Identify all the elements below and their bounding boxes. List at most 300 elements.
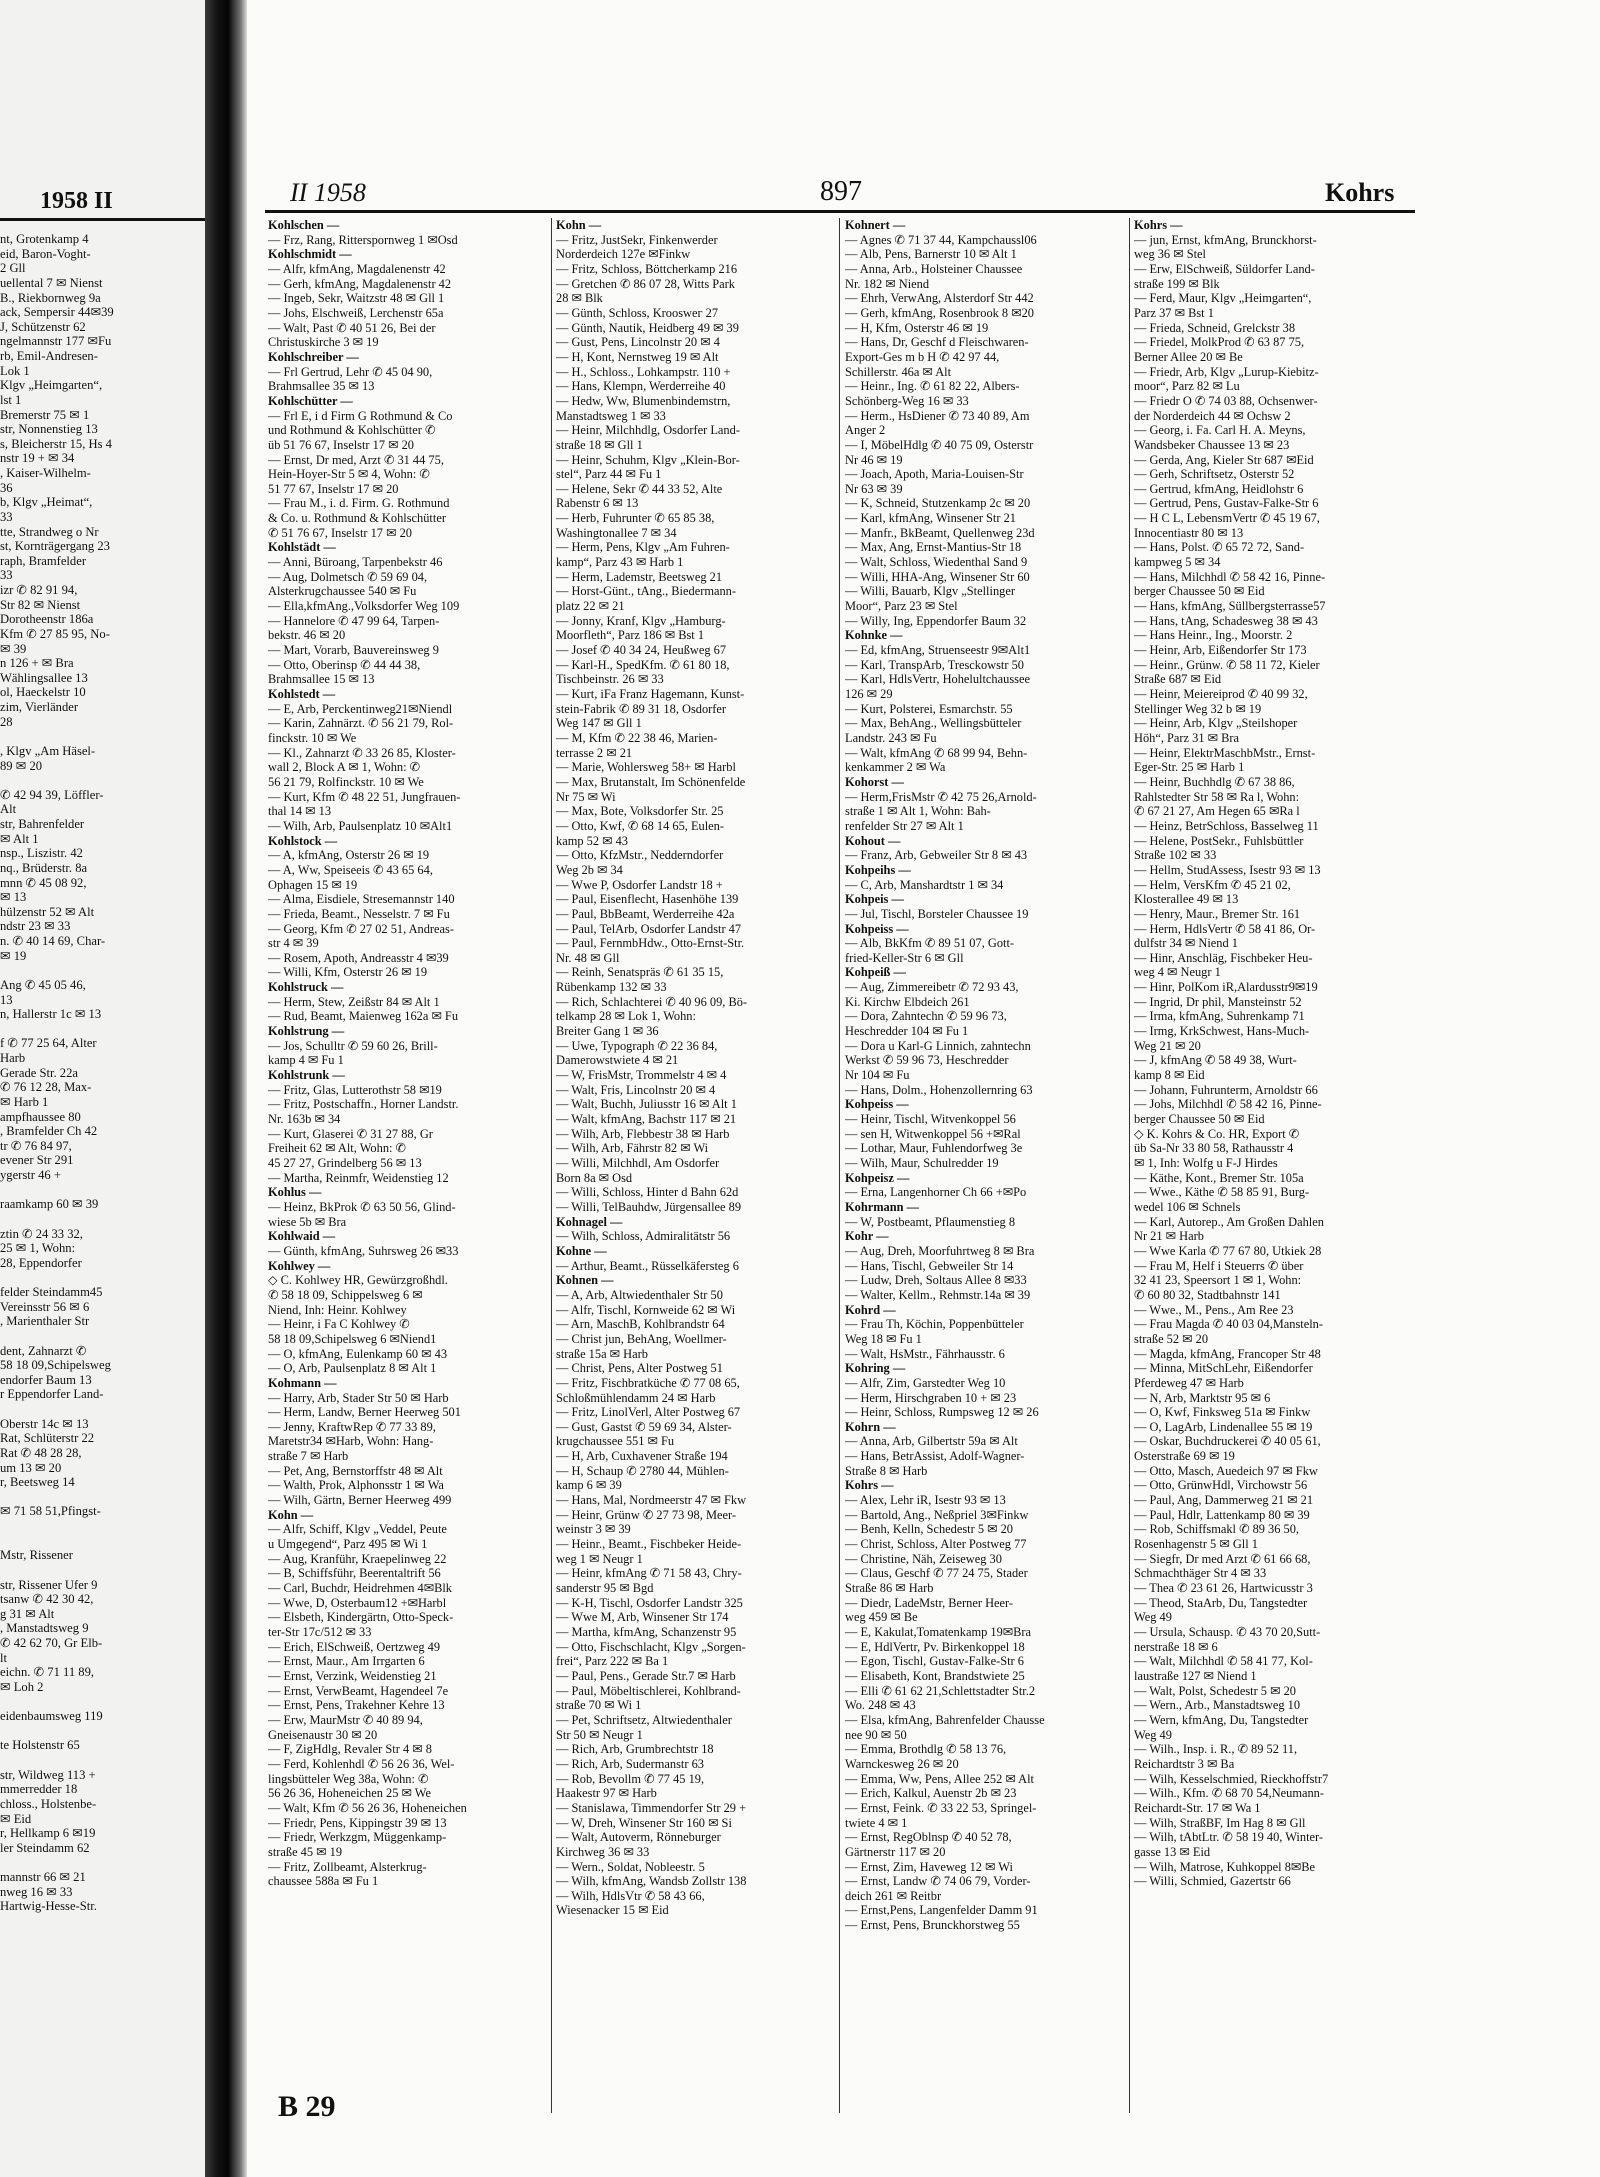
left-entry-line: Rat ✆ 48 28 28,	[0, 1445, 82, 1460]
directory-column-2	[556, 218, 834, 2133]
directory-entry-line: — W, Postbeamt, Pflaumenstieg 8	[845, 1214, 1016, 1229]
directory-entry-line: weinstr 3 ✉ 39	[556, 1522, 631, 1537]
surname-heading: Kohnke —	[845, 628, 903, 643]
directory-column-4	[1134, 218, 1414, 2133]
directory-entry-line: — Hans, Tischl, Gebweiler Str 14	[845, 1258, 1014, 1273]
directory-entry-line: — Benh, Kelln, Schedestr 5 ✉ 20	[845, 1522, 1013, 1537]
directory-entry-line: berger Chaussee 50 ✉ Eid	[1134, 584, 1265, 599]
left-entry-line: eichn. ✆ 71 11 89,	[0, 1665, 95, 1680]
directory-entry-line: frei“, Parz 222 ✉ Ba 1	[556, 1654, 669, 1669]
directory-entry-line: — Willi, HHA-Ang, Winsener Str 60	[845, 569, 1030, 584]
directory-entry-line: — Jos, Schulltr ✆ 59 60 26, Brill-	[268, 1038, 438, 1053]
directory-entry-line: Schloßmühlendamm 24 ✉ Harb	[556, 1390, 716, 1405]
left-entry-line: ✆ 42 94 39, Löffler-	[0, 787, 104, 802]
directory-entry-line: — Wilh., Insp. i. R., ✆ 89 52 11,	[1134, 1742, 1298, 1757]
directory-entry-line: — M, Kfm ✆ 22 38 46, Marien-	[556, 730, 718, 745]
directory-entry-line: — H, Kfm, Osterstr 46 ✉ 19	[845, 320, 989, 335]
directory-entry-line: — Rich, Arb, Grumbrechtstr 18	[556, 1742, 714, 1757]
directory-entry-line: — Herm, HdlsVertr ✆ 58 41 86, Or-	[1134, 921, 1316, 936]
directory-entry-line: — Theod, StaArb, Du, Tangstedter	[1134, 1595, 1308, 1610]
directory-entry-line: — Carl, Buchdr, Heidrehmen 4✉Blk	[268, 1581, 453, 1596]
left-page-entries	[0, 232, 200, 1914]
directory-entry-line: — Kurt, Polsterei, Esmarchstr. 55	[845, 701, 1013, 716]
directory-entry-line: — Gerh, Schriftsetz, Osterstr 52	[1134, 467, 1295, 482]
directory-entry-line: bekstr. 46 ✉ 20	[268, 628, 346, 643]
directory-entry-line: — Heinr., Grünw. ✆ 58 11 72, Kieler	[1134, 657, 1320, 672]
directory-entry-line: sanderstr 95 ✉ Bgd	[556, 1581, 654, 1596]
directory-entry-line: — Harry, Arb, Stader Str 50 ✉ Harb	[268, 1390, 449, 1405]
directory-entry-line: kamp 4 ✉ Fu 1	[268, 1053, 344, 1068]
directory-entry-line: — Johs, Elschweiß, Lerchenstr 65a	[268, 305, 444, 320]
directory-entry-line: — Frau M., i. d. Firm. G. Rothmund	[268, 496, 450, 511]
directory-entry-line: Berner Allee 20 ✉ Be	[1134, 349, 1243, 364]
directory-entry-line: Freiheit 62 ✉ Alt, Wohn: ✆	[268, 1141, 406, 1156]
directory-entry-line: — A, kfmAng, Osterstr 26 ✉ 19	[268, 848, 430, 863]
directory-entry-line: — Hinr, Anschläg, Fischbeker Heu-	[1134, 950, 1313, 965]
left-entry-line: Alt	[0, 802, 17, 817]
directory-entry-line: — Friedr O ✆ 74 03 88, Ochsenwer-	[1134, 393, 1318, 408]
directory-entry-line: — W, Dreh, Winsener Str 160 ✉ Si	[556, 1815, 732, 1830]
directory-entry-line: — Oskar, Buchdruckerei ✆ 40 05 61,	[1134, 1434, 1321, 1449]
directory-entry-line: — Herb, Fuhrunter ✆ 65 85 38,	[556, 511, 715, 526]
left-entry-line: Lok 1	[0, 363, 30, 378]
directory-entry-line: Weg 147 ✉ Gll 1	[556, 716, 642, 731]
surname-heading: Kohpeiss —	[845, 921, 909, 936]
directory-entry-line: — Otto, Masch, Auedeich 97 ✉ Fkw	[1134, 1463, 1318, 1478]
directory-entry-line: — Max, BehAng., Wellingsbütteler	[845, 716, 1022, 731]
directory-entry-line: — Herm, Landw, Berner Heerweg 501	[268, 1405, 461, 1420]
directory-entry-line: moor“, Parz 82 ✉ Lu	[1134, 379, 1240, 394]
left-entry-line: mannstr 66 ✉ 21	[0, 1870, 86, 1884]
directory-entry-line: wall 2, Block A ✉ 1, Wohn: ✆	[268, 760, 421, 775]
directory-entry-line: — Elisabeth, Kont, Brandstwiete 25	[845, 1668, 1025, 1683]
directory-entry-line: u Umgegend“, Parz 495 ✉ Wi 1	[268, 1537, 428, 1552]
left-entry-line: nq., Brüderstr. 8a	[0, 860, 88, 875]
directory-entry-line: — Aug, Dreh, Moorfuhrtweg 8 ✉ Bra	[845, 1243, 1035, 1258]
directory-entry-line: Str 50 ✉ Neugr 1	[556, 1727, 643, 1742]
directory-entry-line: — Heinr, Arb, Klgv „Steilshoper	[1134, 716, 1298, 731]
directory-entry-line: — Hans, kfmAng, Süllbergsterrasse57	[1134, 599, 1326, 614]
book-gutter	[205, 0, 247, 2177]
directory-entry-line: — Ernst, Feink. ✆ 33 22 53, Springel-	[845, 1800, 1037, 1815]
surname-heading: Kohrmann —	[845, 1199, 920, 1214]
directory-entry-line: ◇ C. Kohlwey HR, Gewürzgroßhdl.	[268, 1273, 448, 1288]
directory-entry-line: — Paul, Möbeltischlerei, Kohlbrand-	[556, 1683, 741, 1698]
directory-entry-line: — Kurt, iFa Franz Hagemann, Kunst-	[556, 687, 745, 701]
directory-entry-line: — Fritz, LinolVerl, Alter Postweg 67	[556, 1405, 741, 1420]
directory-entry-line: Gneisenaustr 30 ✉ 20	[268, 1727, 378, 1742]
left-entry-line: Bremerstr 75 ✉ 1	[0, 407, 90, 422]
directory-entry-line: Schmachthäger Str 4 ✉ 33	[1134, 1566, 1267, 1581]
surname-heading: Kohn —	[268, 1507, 314, 1522]
directory-entry-line: — Gerh, kfmAng, Magdalenenstr 42	[268, 276, 452, 291]
directory-entry-line: — Rosem, Apoth, Andreasstr 4 ✉39	[268, 950, 449, 965]
directory-entry-line: Haakestr 97 ✉ Harb	[556, 1786, 657, 1801]
directory-entry-line: weg 1 ✉ Neugr 1	[556, 1551, 643, 1566]
directory-entry-line: — Gertrud, kfmAng, Heidlohstr 6	[1134, 481, 1304, 496]
directory-entry-line: — Hans, Milchhdl ✆ 58 42 16, Pinne-	[1134, 569, 1326, 584]
left-entry-line: 13	[0, 992, 13, 1007]
directory-entry-line: — Walter, Kellm., Rehmstr.14a ✉ 39	[845, 1287, 1031, 1302]
directory-entry-line: — Günth, kfmAng, Suhrsweg 26 ✉33	[268, 1243, 459, 1258]
directory-entry-line: Hein-Hoyer-Str 5 ✉ 4, Wohn: ✆	[268, 467, 430, 482]
directory-entry-line: — O, LagArb, Lindenallee 55 ✉ 19	[1134, 1419, 1313, 1434]
directory-entry-line: Nr. 48 ✉ Gll	[556, 950, 620, 965]
directory-entry-line: — Ernst, Maur., Am Irrgarten 6	[268, 1654, 425, 1669]
directory-entry-line: — Wilh, StraßBF, Im Hag 8 ✉ Gll	[1134, 1815, 1306, 1830]
directory-entry-line: Ophagen 15 ✉ 19	[268, 877, 358, 892]
left-header-rule	[0, 218, 205, 221]
left-entry-line: f ✆ 77 25 64, Alter	[0, 1036, 97, 1051]
directory-entry-line: Washingtonallee 7 ✉ 34	[556, 525, 677, 540]
directory-entry-line: — Wwe P, Osdorfer Landstr 18 +	[556, 877, 723, 892]
directory-entry-line: — Ernst, Zim, Haveweg 12 ✉ Wi	[845, 1859, 1013, 1874]
directory-entry-line: Norderdeich 127e ✉Finkw	[556, 247, 691, 262]
directory-entry-line: 51 77 67, Inselstr 17 ✉ 20	[268, 481, 399, 496]
left-entry-line: ✉ 71 58 51,Pfingst-	[0, 1504, 101, 1519]
left-entry-line: str, Wildweg 113 +	[0, 1767, 96, 1782]
directory-entry-line: — Heinr, Schloss, Rumpsweg 12 ✉ 26	[845, 1405, 1039, 1420]
directory-entry-line: — Friedr, Pens, Kippingstr 39 ✉ 13	[268, 1815, 447, 1830]
directory-entry-line: — Frau M, Helf i Steuerrs ✆ über	[1134, 1258, 1304, 1273]
directory-entry-line: — Anna, Arb, Gilbertstr 59a ✉ Alt	[845, 1434, 1018, 1449]
directory-entry-line: — Paul, Pens., Gerade Str.7 ✉ Harb	[556, 1668, 736, 1683]
directory-entry-line: — Christine, Näh, Zeiseweg 30	[845, 1551, 1002, 1566]
left-entry-line: uellental 7 ✉ Nienst	[0, 275, 103, 290]
directory-entry-line: — Willi, Bauarb, Klgv „Stellinger	[845, 584, 1015, 599]
left-entry-line: hülzenstr 52 ✉ Alt	[0, 904, 95, 919]
directory-entry-line: üb 51 76 67, Inselstr 17 ✉ 20	[268, 437, 414, 452]
directory-entry-line: 58 18 09,Schipelsweg 6 ✉Niend1	[268, 1331, 437, 1346]
directory-entry-line: Moor“, Parz 23 ✉ Stel	[845, 599, 958, 614]
directory-entry-line: Schönberg-Weg 16 ✉ 33	[845, 393, 969, 408]
directory-entry-line: — Heinr, Schuhm, Klgv „Klein-Bor-	[556, 452, 740, 467]
left-entry-line: ✆ 42 62 70, Gr Elb-	[0, 1636, 103, 1650]
directory-entry-line: — Wilh, Arb, Paulsenplatz 10 ✉Alt1	[268, 818, 453, 833]
left-entry-line: Str 82 ✉ Nienst	[0, 597, 81, 612]
left-entry-line: r, Beetsweg 14	[0, 1475, 75, 1490]
directory-entry-line: ✆ 60 80 32, Stadtbahnstr 141	[1134, 1287, 1281, 1302]
directory-entry-line: — B, Schiffsführ, Beerentaltrift 56	[268, 1566, 441, 1581]
directory-entry-line: — Willi, Milchhdl, Am Osdorfer	[556, 1156, 720, 1170]
directory-entry-line: — Hans, Mal, Nordmeerstr 47 ✉ Fkw	[556, 1493, 747, 1508]
left-entry-line	[0, 1022, 200, 1037]
left-entry-line: endorfer Baum 13	[0, 1372, 92, 1387]
page-header-catchword: Kohrs	[1325, 178, 1395, 207]
directory-entry-line: — Diedr, LadeMstr, Berner Heer-	[845, 1595, 1014, 1610]
directory-entry-line: — Heinr, Milchhdlg, Osdorfer Land-	[556, 423, 740, 438]
directory-entry-line: — Dora, Zahntechn ✆ 59 96 73,	[845, 1009, 1007, 1024]
directory-entry-line: — K-H, Tischl, Osdorfer Landstr 325	[556, 1595, 743, 1610]
directory-entry-line: — Wwe., M., Pens., Am Ree 23	[1134, 1302, 1294, 1317]
directory-entry-line: — Wilh, Arb, Flebbestr 38 ✉ Harb	[556, 1126, 730, 1141]
directory-entry-line: Export-Ges m b H ✆ 42 97 44,	[845, 349, 1000, 364]
left-entry-line: ampfhaussee 80	[0, 1109, 81, 1124]
left-entry-line: g 31 ✉ Alt	[0, 1606, 55, 1621]
directory-entry-line: — Walt, Milchhdl ✆ 58 41 77, Kol-	[1134, 1654, 1313, 1669]
left-entry-line: r Eppendorfer Land-	[0, 1387, 104, 1402]
column-divider	[1129, 218, 1130, 2113]
directory-entry-line: — Friedel, MolkProd ✆ 63 87 75,	[1134, 335, 1305, 350]
directory-entry-line: & Co. u. Rothmund & Kohlschütter	[268, 511, 446, 526]
directory-entry-line: — Lothar, Maur, Fuhlendorfweg 3e	[845, 1141, 1023, 1156]
left-entry-line: um 13 ✉ 20	[0, 1460, 62, 1475]
surname-heading: Kohnen —	[556, 1273, 614, 1288]
directory-entry-line: — Willy, Ing, Eppendorfer Baum 32	[845, 613, 1027, 628]
directory-entry-line: — H, Kont, Nernstweg 19 ✉ Alt	[556, 349, 719, 364]
sheet-signature: B 29	[278, 2090, 336, 2123]
directory-entry-line: Wo. 248 ✉ 43	[845, 1698, 916, 1713]
directory-entry-line: — Karl, Autorep., Am Großen Dahlen	[1134, 1214, 1324, 1229]
directory-entry-line: Wiesenacker 15 ✉ Eid	[556, 1903, 669, 1918]
directory-entry-line: — Georg, Kfm ✆ 27 02 51, Andreas-	[268, 921, 455, 936]
left-entry-line: 2 Gll	[0, 261, 26, 276]
left-entry-line: eid, Baron-Voght-	[0, 246, 91, 261]
directory-entry-line: twiete 4 ✉ 1	[845, 1815, 908, 1830]
directory-entry-line: — Fritz, Fischbratküche ✆ 77 08 65,	[556, 1375, 740, 1390]
directory-entry-line: kenkammer 2 ✉ Wa	[845, 760, 946, 775]
directory-entry-line: üb Sa-Nr 33 80 58, Rathausstr 4	[1134, 1141, 1294, 1156]
directory-entry-line: ✆ 67 21 27, Am Hegen 65 ✉Ra l	[1134, 804, 1300, 819]
left-entry-line: dent, Zahnarzt ✆	[0, 1343, 87, 1358]
surname-heading: Kohpeiß —	[845, 965, 906, 980]
directory-entry-line: — Käthe, Kont., Bremer Str. 105a	[1134, 1170, 1304, 1185]
directory-entry-line: — Willi, Schmied, Gazertstr 66	[1134, 1874, 1291, 1889]
directory-entry-line: ✉ 1, Inh: Wolfg u F-J Hirdes	[1134, 1156, 1278, 1170]
column-divider	[839, 218, 840, 2113]
directory-entry-line: straße 45 ✉ 19	[268, 1844, 343, 1859]
directory-entry-line: — Heinr., Ing. ✆ 61 82 22, Albers-	[845, 379, 1020, 394]
directory-entry-line: 56 21 79, Rolfinckstr. 10 ✉ We	[268, 774, 424, 789]
left-entry-line	[0, 773, 200, 788]
left-entry-line: s, Bleicherstr 15, Hs 4	[0, 436, 112, 451]
directory-entry-line: wiese 5b ✉ Bra	[268, 1214, 347, 1229]
left-entry-line	[0, 1724, 200, 1739]
directory-entry-line: Nr. 182 ✉ Niend	[845, 276, 930, 291]
directory-entry-line: Rübenkamp 132 ✉ 33	[556, 980, 667, 995]
left-entry-line	[0, 1519, 200, 1534]
left-entry-line: ol, Haeckelstr 10	[0, 685, 86, 700]
left-entry-line: ✉ Loh 2	[0, 1679, 44, 1694]
directory-entry-line: Straße 8 ✉ Harb	[845, 1463, 928, 1478]
left-entry-line	[0, 963, 200, 978]
directory-entry-line: — O, Kwf, Finksweg 51a ✉ Finkw	[1134, 1405, 1311, 1420]
left-entry-line: Harb	[0, 1051, 26, 1065]
directory-entry-line: — Emma, Ww, Pens, Allee 252 ✉ Alt	[845, 1771, 1034, 1786]
directory-entry-line: Gärtnerstr 117 ✉ 20	[845, 1844, 946, 1859]
directory-entry-line: kamp“, Parz 43 ✉ Harb 1	[556, 555, 684, 570]
directory-entry-line: — E, HdlVertr, Pv. Birkenkoppel 18	[845, 1639, 1025, 1654]
directory-entry-line: — Kurt, Glaserei ✆ 31 27 88, Gr	[268, 1126, 433, 1141]
directory-entry-line: nee 90 ✉ 50	[845, 1727, 907, 1742]
left-entry-line: nsp., Liszistr. 42	[0, 846, 83, 861]
left-entry-line: b, Klgv „Heimat“,	[0, 495, 93, 510]
directory-entry-line: — Paul, FernmbHdw., Otto-Ernst-Str.	[556, 936, 745, 951]
directory-entry-line: — Ernst, Dr med, Arzt ✆ 31 44 75,	[268, 452, 444, 467]
directory-entry-line: — Wern, kfmAng, Du, Tangstedter	[1134, 1712, 1309, 1727]
directory-entry-line: — Horst-Günt., tAng., Biedermann-	[556, 584, 736, 599]
left-entry-line	[0, 1490, 200, 1505]
directory-entry-line: Weg 18 ✉ Fu 1	[845, 1331, 922, 1346]
directory-entry-line: — Frau Magda ✆ 40 03 04,Mansteln-	[1134, 1317, 1323, 1332]
directory-entry-line: — Manfr., BkBeamt, Quellenweg 23d	[845, 525, 1035, 540]
directory-entry-line: — Martha, Reinmfr, Weidenstieg 12	[268, 1170, 449, 1185]
directory-entry-line: — Erw, MaurMstr ✆ 40 89 94,	[268, 1712, 423, 1727]
directory-entry-line: Reichardtstr 3 ✉ Ba	[1134, 1756, 1235, 1771]
left-entry-line: 28, Eppendorfer	[0, 1255, 82, 1270]
directory-entry-line: ◇ K. Kohrs & Co. HR, Export ✆	[1134, 1126, 1300, 1141]
directory-entry-line: 28 ✉ Blk	[556, 291, 603, 306]
directory-entry-line: — Paul, TelArb, Osdorfer Landstr 47	[556, 921, 742, 936]
directory-entry-line: — Wwe., Käthe ✆ 58 85 91, Burg-	[1134, 1185, 1310, 1200]
left-entry-line: , Kaiser-Wilhelm-	[0, 466, 91, 480]
directory-entry-line: — Walt, Fris, Lincolnstr 20 ✉ 4	[556, 1082, 716, 1097]
directory-entry-line: ter-Str 17c/512 ✉ 33	[268, 1625, 372, 1639]
directory-entry-line: Anger 2	[845, 423, 886, 438]
surname-heading: Kohpeis —	[845, 892, 904, 907]
directory-entry-line: — Friedr, Arb, Klgv „Lurup-Kiebitz-	[1134, 364, 1319, 379]
directory-entry-line: — Otto, Kwf, ✆ 68 14 65, Eulen-	[556, 818, 724, 833]
directory-entry-line: — Ingrid, Dr phil, Mansteinstr 52	[1134, 994, 1302, 1009]
directory-entry-line: Rahlstedter Str 58 ✉ Ra l, Wohn:	[1134, 789, 1300, 804]
directory-entry-line: stein-Fabrik ✆ 89 31 18, Osdorfer	[556, 701, 727, 716]
directory-entry-line: — H, Arb, Cuxhavener Straße 194	[556, 1449, 728, 1464]
directory-entry-line: — Fritz, JustSekr, Finkenwerder	[556, 232, 718, 247]
directory-entry-line: — Hans Heinr., Ing., Moorstr. 2	[1134, 628, 1293, 643]
left-entry-line: nt, Grotenkamp 4	[0, 232, 89, 246]
directory-entry-line: ✆ 58 18 09, Schippelsweg 6 ✉	[268, 1287, 423, 1302]
directory-entry-line: — Heinr, Arb, Eißendorfer Str 173	[1134, 643, 1307, 658]
directory-entry-line: — Kl., Zahnarzt ✆ 33 26 85, Kloster-	[268, 745, 456, 760]
directory-entry-line: — Heinr, Grünw ✆ 27 73 98, Meer-	[556, 1507, 736, 1522]
directory-entry-line: Tischbeinstr. 26 ✉ 33	[556, 672, 664, 687]
directory-entry-line: — Reinh, Senatspräs ✆ 61 35 15,	[556, 965, 724, 980]
directory-entry-line: — Rob, Schiffsmakl ✆ 89 36 50,	[1134, 1522, 1300, 1537]
directory-entry-line: — Ernst, RegOblnsp ✆ 40 52 78,	[845, 1830, 1012, 1845]
directory-entry-line: — Ingeb, Sekr, Waitzstr 48 ✉ Gll 1	[268, 291, 445, 306]
column-divider	[551, 218, 552, 2113]
directory-entry-line: — Wilh, tAbtLtr. ✆ 58 19 40, Winter-	[1134, 1830, 1324, 1845]
directory-entry-line: Damerowstwiete 4 ✉ 21	[556, 1053, 679, 1068]
directory-entry-line: straße 7 ✉ Harb	[268, 1449, 349, 1464]
directory-entry-line: straße 199 ✉ Blk	[1134, 276, 1220, 291]
left-entry-line: ack, Sempersir 44✉39	[0, 305, 114, 320]
directory-entry-line: — Jonny, Kranf, Klgv „Hamburg-	[556, 613, 726, 628]
directory-entry-line: — O, kfmAng, Eulenkamp 60 ✉ 43	[268, 1346, 448, 1361]
surname-heading: Kohlstrung —	[268, 1024, 345, 1039]
directory-entry-line: — I, MöbelHdlg ✆ 40 75 09, Osterstr	[845, 437, 1034, 452]
directory-entry-line: — Christ jun, BehAng, Woellmer-	[556, 1331, 727, 1346]
directory-entry-line: lingsbütteler Weg 38a, Wohn: ✆	[268, 1771, 429, 1786]
surname-heading: Kohlstock —	[268, 833, 338, 848]
directory-entry-line: — Magda, kfmAng, Francoper Str 48	[1134, 1346, 1321, 1361]
directory-entry-line: Pferdeweg 47 ✉ Harb	[1134, 1375, 1244, 1390]
directory-entry-line: — Anna, Arb., Holsteiner Chaussee	[845, 261, 1023, 276]
directory-entry-line: — Pet, Schriftsetz, Altwiedenthaler	[556, 1712, 732, 1727]
directory-entry-line: — Aug, Zimmereibetr ✆ 72 93 43,	[845, 980, 1019, 995]
directory-entry-line: — Heinr, ElektrMaschbMstr., Ernst-	[1134, 745, 1316, 760]
directory-entry-line: Kirchweg 36 ✉ 33	[556, 1844, 650, 1859]
directory-entry-line: Reichardt-Str. 17 ✉ Wa 1	[1134, 1800, 1261, 1815]
left-entry-line: str, Bahrenfelder	[0, 817, 85, 831]
directory-entry-line: — Heinr., Beamt., Fischbeker Heide-	[556, 1537, 742, 1552]
directory-entry-line: — Ferd, Kohlenhdl ✆ 56 26 36, Wel-	[268, 1756, 455, 1771]
left-entry-line	[0, 1183, 200, 1198]
directory-entry-line: — Irmg, KrkSchwest, Hans-Much-	[1134, 1024, 1310, 1039]
directory-entry-line: — Ursula, Schausp. ✆ 43 70 20,Sutt-	[1134, 1625, 1321, 1639]
left-entry-line	[0, 1212, 200, 1227]
directory-entry-line: Breiter Gang 1 ✉ 36	[556, 1024, 659, 1039]
left-entry-line	[0, 1753, 200, 1768]
directory-entry-line: — Ernst, Landw ✆ 74 06 79, Vorder-	[845, 1874, 1031, 1889]
left-entry-line	[0, 1695, 200, 1710]
directory-entry-line: — H, Schaup ✆ 2780 44, Mühlen-	[556, 1463, 729, 1478]
directory-entry-line: terrasse 2 ✉ 21	[556, 745, 633, 760]
directory-entry-line: — F, ZigHdlg, Revaler Str 4 ✉ 8	[268, 1742, 432, 1757]
directory-entry-line: Nr 75 ✉ Wi	[556, 789, 616, 804]
directory-entry-line: — Paul, Hdlr, Lattenkamp 80 ✉ 39	[1134, 1507, 1310, 1522]
directory-entry-line: Nr 46 ✉ 19	[845, 452, 903, 467]
directory-entry-line: — Ernst,Pens, Langenfelder Damm 91	[845, 1903, 1038, 1918]
directory-entry-line: Heschredder 104 ✉ Fu 1	[845, 1024, 969, 1039]
directory-entry-line: — C, Arb, Manshardtstr 1 ✉ 34	[845, 877, 1004, 892]
directory-entry-line: — Gretchen ✆ 86 07 28, Witts Park	[556, 276, 735, 291]
left-entry-line: 25 ✉ 1, Wohn:	[0, 1241, 76, 1256]
directory-entry-line: fried-Keller-Str 6 ✉ Gll	[845, 950, 964, 965]
directory-entry-line: — Alfr, Tischl, Kornweide 62 ✉ Wi	[556, 1302, 736, 1317]
left-entry-line: 89 ✉ 20	[0, 758, 43, 773]
directory-entry-line: — Gust, Pens, Lincolnstr 20 ✉ 4	[556, 335, 720, 350]
directory-entry-line: — Wilh, Kesselschmied, Rieckhoffstr7	[1134, 1771, 1329, 1786]
directory-entry-line: nerstraße 18 ✉ 6	[1134, 1639, 1218, 1654]
directory-entry-line: — Hans, Klempn, Werderreihe 40	[556, 379, 726, 394]
surname-heading: Kohpeiss —	[845, 1097, 909, 1112]
directory-entry-line: — Ernst, Pens, Trakehner Kehre 13	[268, 1698, 445, 1713]
directory-entry-line: — Ernst, Pens, Brunckhorstweg 55	[845, 1918, 1020, 1933]
directory-entry-line: — Erich, ElSchweiß, Oertzweg 49	[268, 1639, 441, 1654]
directory-entry-line: — Johs, Milchhdl ✆ 58 42 16, Pinne-	[1134, 1097, 1322, 1112]
left-entry-line: n, Hallerstr 1c ✉ 13	[0, 1007, 102, 1022]
directory-entry-line: str 4 ✉ 39	[268, 936, 319, 951]
directory-entry-line: gasse 13 ✉ Eid	[1134, 1844, 1211, 1859]
directory-entry-line: kamp 6 ✉ 39	[556, 1478, 622, 1493]
surname-heading: Kohn —	[556, 218, 602, 232]
directory-entry-line: — Walt, HsMstr., Fährhausstr. 6	[845, 1346, 1005, 1361]
left-entry-line: ✉ Eid	[0, 1811, 32, 1826]
left-entry-line: st, Kornträgergang 23	[0, 539, 110, 554]
surname-heading: Kohlstrunk —	[268, 1068, 345, 1083]
directory-entry-line: Weg 49	[1134, 1610, 1172, 1625]
surname-heading: Kohnagel —	[556, 1214, 623, 1229]
directory-entry-line: — Agnes ✆ 71 37 44, Kampchaussl06	[845, 232, 1037, 247]
directory-entry-line: — Gerh, kfmAng, Rosenbrook 8 ✉20	[845, 305, 1034, 320]
left-entry-line: felder Steindamm45	[0, 1285, 103, 1299]
directory-entry-line: — Herm, Lademstr, Beetsweg 21	[556, 569, 723, 584]
directory-entry-line: — Günth, Schloss, Krooswег 27	[556, 305, 719, 320]
directory-entry-line: — Kurt, Kfm ✆ 48 22 51, Jungfrauen-	[268, 789, 461, 804]
directory-entry-line: 45 27 27, Grindelberg 56 ✉ 13	[268, 1156, 422, 1170]
directory-entry-line: — H., Schloss., Lohkampstr. 110 +	[556, 364, 731, 379]
directory-entry-line: — Wilh., Kfm. ✆ 68 70 54,Neumann-	[1134, 1786, 1324, 1801]
page-header-left: II 1958	[290, 178, 366, 207]
directory-entry-line: — Alfr, kfmAng, Magdalenenstr 42	[268, 261, 446, 276]
directory-entry-line: — Helene, PostSekr., Fuhlsbüttler	[1134, 833, 1304, 848]
left-entry-line	[0, 1855, 200, 1870]
directory-entry-line: — Rob, Bevollm ✆ 77 45 19,	[556, 1771, 705, 1786]
left-entry-line: raph, Bramfelder	[0, 553, 87, 568]
left-entry-line: str, Rissener Ufer 9	[0, 1577, 98, 1592]
left-entry-line: Mstr, Rissener	[0, 1548, 73, 1563]
